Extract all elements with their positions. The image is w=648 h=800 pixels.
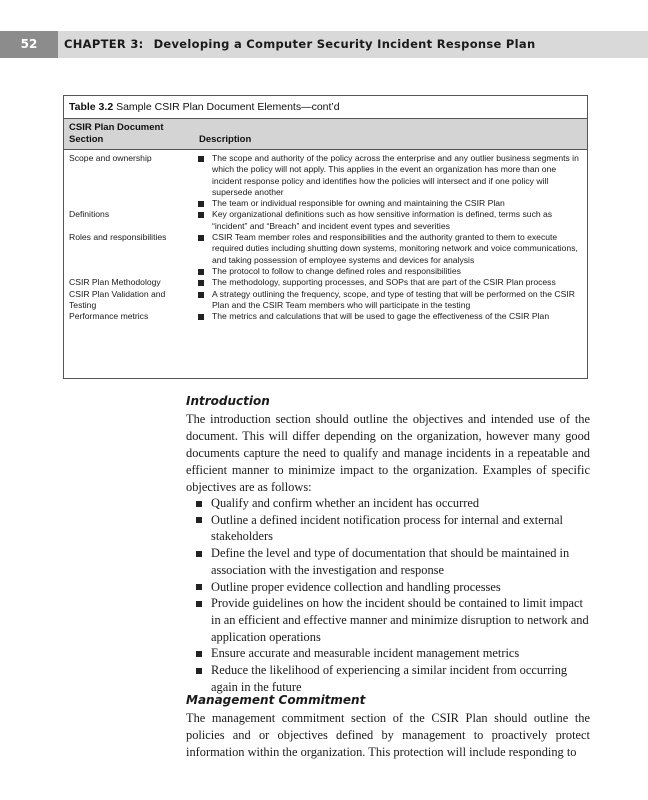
row-description — [194, 153, 587, 209]
table-row — [64, 289, 587, 312]
table-row — [64, 209, 587, 232]
bullet-text: CSIR Team member roles and responsibilities and the authority granted to them to execute required duties including shutting down systems, monitoring network and voice communications, and taking possession of employee systems and devices for analysis — [212, 232, 578, 265]
bullet-icon — [196, 517, 202, 523]
chapter-heading — [64, 31, 535, 58]
bullet-text: The team or individual responsible for owning and maintaining the CSIR Plan — [212, 198, 505, 209]
row-section: Performance metrics — [69, 311, 149, 322]
management-commitment-paragraph: The management commitment section of the CSIR Plan should outline the policies and or objectives defined by management to proactively protect information within the organization. This protection will include responding to — [186, 711, 590, 759]
table-caption — [64, 96, 587, 119]
bullet-text: A strategy outlining the frequency, scope, and type of testing that will be performed on the CSIR Plan and the CSIR Team members who will participate in the testing — [212, 288, 575, 310]
bullet-icon — [196, 651, 202, 657]
list-item — [186, 579, 590, 596]
bullet-icon — [196, 668, 202, 674]
list-item — [186, 645, 590, 662]
column-header-section-line1: CSIR Plan Document — [69, 122, 164, 133]
bullet-text: Qualify and confirm whether an incident has occurred — [211, 496, 480, 510]
csir-elements-table — [63, 95, 588, 379]
row-section: Roles and responsibilities — [69, 232, 167, 243]
row-section: CSIR Plan Validation and Testing — [69, 288, 166, 310]
bullet-icon — [196, 584, 202, 590]
bullet-text: Key organizational definitions such as how sensitive information is defined, terms such as “incident” and “Breach” and incident event types and severities — [212, 209, 553, 231]
page-number: 52 — [0, 31, 58, 58]
table-body — [64, 150, 587, 322]
bullet-icon — [198, 212, 204, 218]
bullet-icon — [198, 280, 204, 286]
row-description — [194, 311, 587, 322]
bullet-icon — [196, 551, 202, 557]
bullet-text: Ensure accurate and measurable incident management metrics — [211, 646, 520, 661]
table-number: Table 3.2 — [69, 101, 114, 113]
bullet-icon — [198, 156, 204, 162]
list-item — [194, 232, 581, 266]
column-header-description: Description — [199, 134, 252, 145]
list-item — [194, 277, 581, 288]
row-section: Definitions — [69, 209, 110, 220]
introduction-heading: Introduction — [186, 394, 270, 408]
list-item — [194, 209, 581, 232]
table-row — [64, 153, 587, 209]
introduction-paragraph: The introduction section should outline the objectives and intended use of the document. This will differ depending on the organization, however many good documents capture the need to qualify and manage incidents in a repeatable and efficient manner to minimize impact to the organization. Examples of specific objectives are as follows: — [186, 412, 590, 494]
bullet-text: Outline a defined incident notification process for internal and external stakeholders — [211, 512, 563, 544]
list-item — [186, 495, 590, 512]
list-item — [194, 266, 581, 277]
list-item — [194, 311, 581, 322]
list-item — [194, 153, 581, 198]
table-header-row — [64, 119, 587, 150]
bullet-icon — [196, 501, 202, 507]
chapter-label: CHAPTER 3: — [64, 37, 144, 51]
list-item — [194, 289, 581, 312]
bullet-icon — [198, 269, 204, 275]
page-header — [0, 31, 648, 58]
bullet-text: Define the level and type of documentation that should be maintained in association with the investigation and response — [211, 546, 570, 577]
row-description — [194, 289, 587, 312]
chapter-title: Developing a Computer Security Incident Response Plan — [153, 37, 536, 51]
row-description — [194, 277, 587, 288]
column-header-section — [69, 122, 189, 146]
list-item — [186, 662, 590, 695]
bullet-icon — [196, 601, 202, 607]
row-description — [194, 232, 587, 277]
bullet-text: The metrics and calculations that will be used to gage the effectiveness of the CSIR Plan — [212, 311, 550, 322]
bullet-text: Provide guidelines on how the incident should be contained to limit impact in an efficient and effective manner and minimize disruption to network and application operations — [211, 596, 589, 644]
bullet-text: The scope and authority of the policy across the enterprise and any outlier business segments in which the policy will not apply. This applies in the event an organization has more than one incident response policy and identifies how the policies will intersect and if one policy will supersede another — [212, 153, 579, 197]
bullet-text: The protocol to follow to change defined roles and responsibilities — [212, 265, 461, 276]
table-row — [64, 277, 587, 288]
bullet-icon — [198, 292, 204, 298]
bullet-text: Reduce the likelihood of experiencing a similar incident from occurring again in the future — [211, 663, 568, 694]
objectives-list — [186, 495, 590, 695]
table-title: Sample CSIR Plan Document Elements—cont’d — [116, 101, 340, 113]
bullet-text: The methodology, supporting processes, and SOPs that are part of the CSIR Plan process — [212, 277, 556, 288]
bullet-text: Outline proper evidence collection and handling processes — [211, 579, 501, 594]
row-description — [194, 209, 587, 232]
bullet-icon — [198, 314, 204, 320]
row-section: CSIR Plan Methodology — [69, 277, 161, 288]
bullet-icon — [198, 235, 204, 241]
column-header-section-line2: Section — [69, 134, 104, 145]
list-item — [186, 545, 590, 578]
list-item — [186, 512, 590, 545]
table-row — [64, 311, 587, 322]
list-item — [194, 198, 581, 209]
management-commitment-heading: Management Commitment — [186, 693, 366, 707]
table-row — [64, 232, 587, 277]
row-section: Scope and ownership — [69, 153, 152, 163]
bullet-icon — [198, 201, 204, 207]
list-item — [186, 595, 590, 645]
